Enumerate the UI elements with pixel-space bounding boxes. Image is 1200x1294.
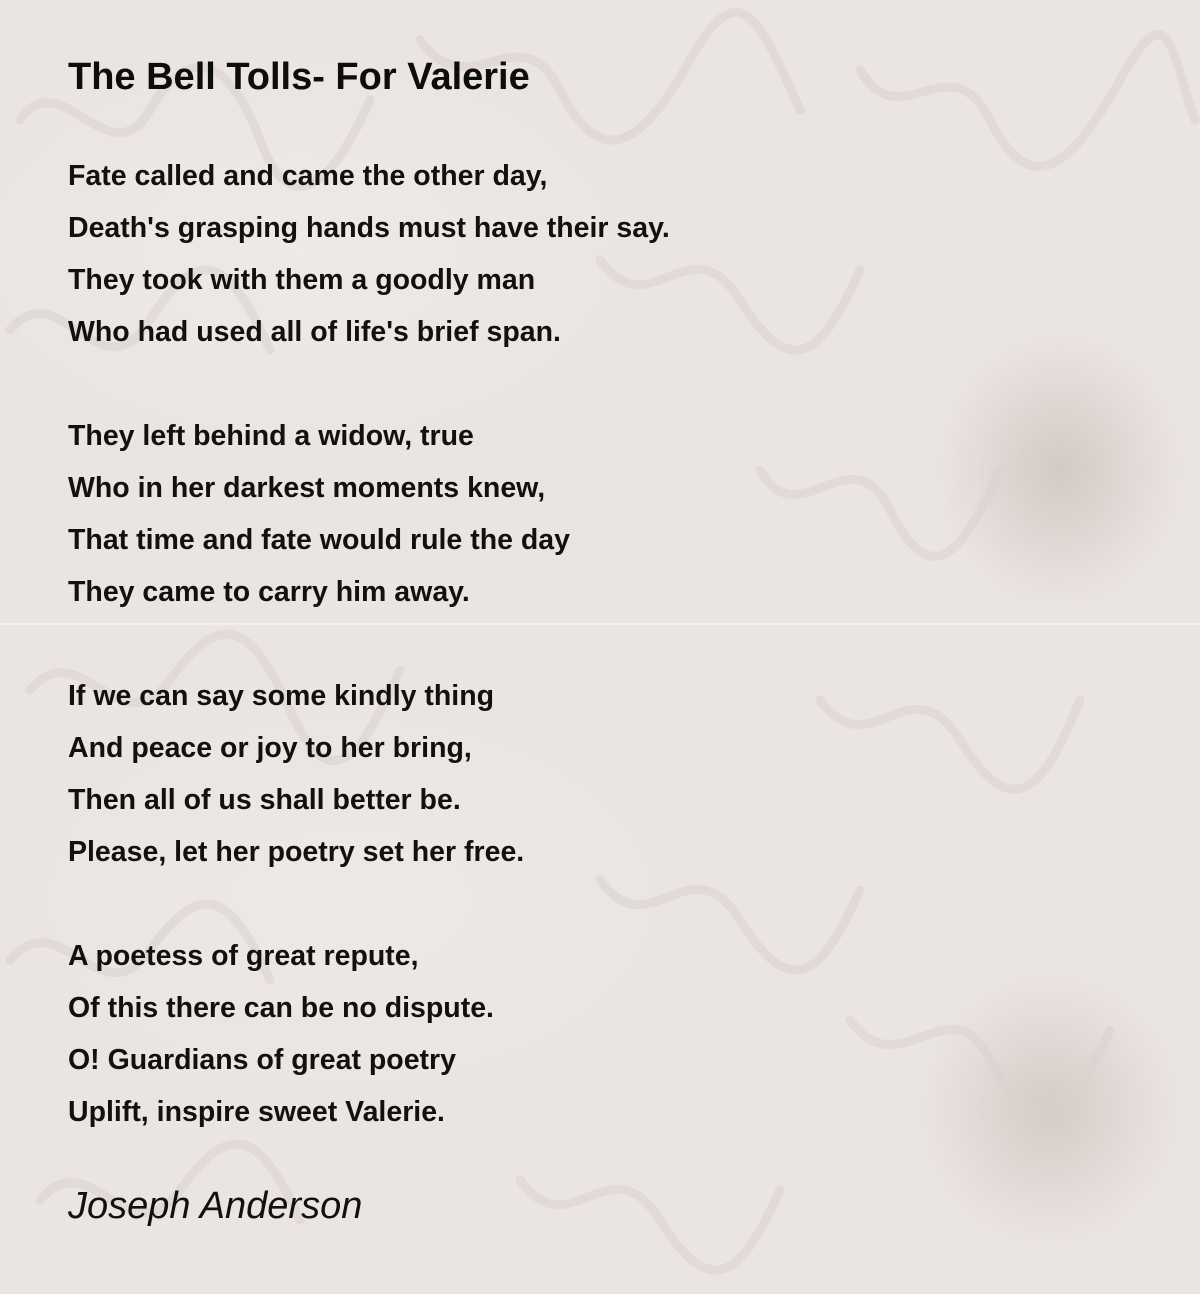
poem-line: They took with them a goodly man: [68, 264, 536, 296]
stanza-1: [68, 150, 1148, 358]
stanza-3: [68, 670, 1148, 878]
poem-line: Fate called and came the other day,: [68, 160, 548, 192]
poem-line: If we can say some kindly thing: [68, 680, 495, 712]
stanza-2: [68, 410, 1148, 618]
poem-line: They came to carry him away.: [68, 576, 470, 608]
poem-line: Uplift, inspire sweet Valerie.: [68, 1096, 445, 1128]
poem-line: And peace or joy to her bring,: [68, 732, 472, 764]
poem-line: Who had used all of life's brief span.: [68, 316, 561, 348]
poem-title: The Bell Tolls- For Valerie: [68, 56, 530, 98]
poem-line: O! Guardians of great poetry: [68, 1044, 456, 1076]
stanza-4: [68, 930, 1148, 1138]
poem-line: Then all of us shall better be.: [68, 784, 461, 816]
poem-line: Who in her darkest moments knew,: [68, 472, 546, 504]
poem-line: Death's grasping hands must have their say.: [68, 212, 670, 244]
poem-line: They left behind a widow, true: [68, 420, 474, 452]
poem-container: [68, 52, 1148, 1230]
poem-line: Of this there can be no dispute.: [68, 992, 494, 1024]
poem-line: Please, let her poetry set her free.: [68, 836, 525, 868]
poem-body: [68, 150, 1148, 1138]
poem-line: A poetess of great repute,: [68, 940, 419, 972]
poem-author: Joseph Anderson: [68, 1185, 363, 1227]
poem-line: That time and fate would rule the day: [68, 524, 570, 556]
